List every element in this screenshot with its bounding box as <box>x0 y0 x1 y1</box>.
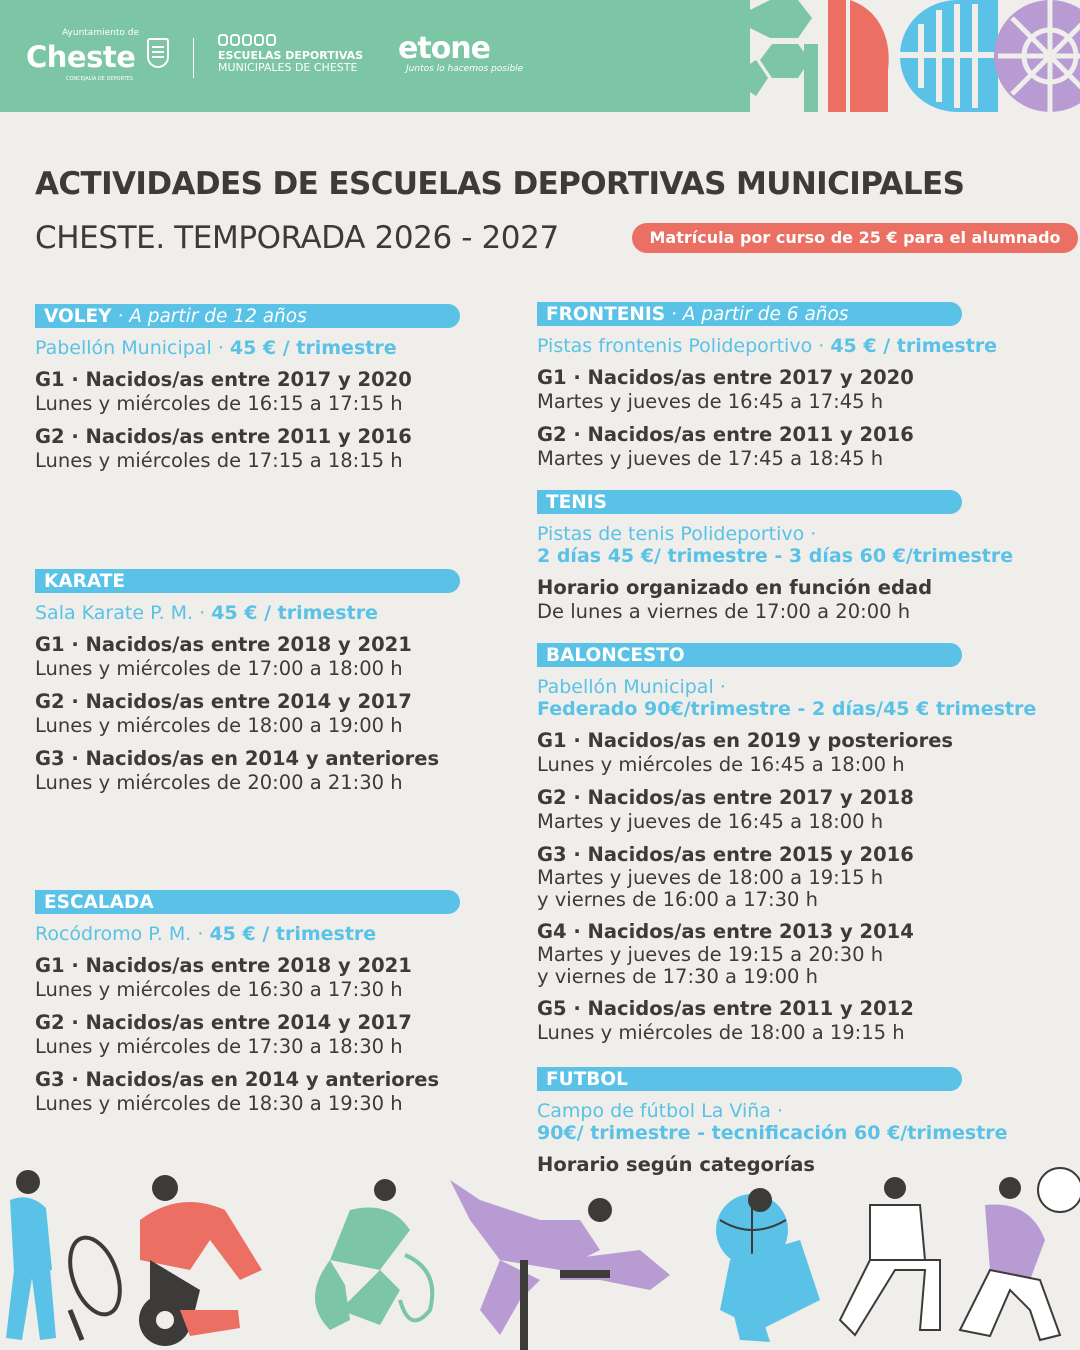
group-title: G2 · Nacidos/as entre 2017 y 2018 <box>537 786 914 809</box>
karateka-icon <box>840 1177 940 1335</box>
group-schedule: De lunes a viernes de 17:00 a 20:00 h <box>537 600 911 623</box>
group <box>35 953 555 1002</box>
edm-mark-icon <box>218 34 363 46</box>
group-schedule: Lunes y miércoles de 20:00 a 21:30 h <box>35 771 403 794</box>
group-schedule-extra: y viernes de 16:00 a 17:30 h <box>537 888 818 911</box>
price: 90€/ trimestre - tecnificación 60 €/trimestre <box>537 1122 1008 1144</box>
venue: Pabellón Municipal · <box>537 676 726 698</box>
group <box>35 1067 555 1116</box>
edm-logo-line1: ESCUELAS DEPORTIVAS <box>218 49 364 62</box>
section-name: FRONTENIS <box>546 304 666 325</box>
ball-pattern-purple-icon <box>994 0 1080 112</box>
venue: Pabellón Municipal · <box>35 337 230 359</box>
group <box>537 919 1057 988</box>
group <box>537 996 1057 1045</box>
price: 45 € / trimestre <box>830 335 998 357</box>
venue: Pistas de tenis Polideportivo · <box>537 523 817 545</box>
group <box>35 1010 555 1059</box>
price: Federado 90€/trimestre - 2 días/45 € trimestre <box>537 698 1037 720</box>
group <box>35 689 555 738</box>
edm-logo <box>218 34 363 74</box>
section-baloncesto <box>537 643 1057 1045</box>
group-schedule: Martes y jueves de 17:45 a 18:45 h <box>537 447 884 470</box>
group <box>537 785 1057 834</box>
football-player-icon <box>139 1175 262 1346</box>
section-header <box>35 569 460 593</box>
group-schedule: Lunes y miércoles de 18:00 a 19:15 h <box>537 1021 905 1044</box>
group-title: G2 · Nacidos/as entre 2014 y 2017 <box>35 690 412 713</box>
group-schedule: Martes y jueves de 16:45 a 18:00 h <box>537 810 884 833</box>
group <box>35 746 555 795</box>
group-schedule: Martes y jueves de 16:45 a 17:45 h <box>537 390 884 413</box>
section-header <box>35 304 460 328</box>
section-header <box>537 490 962 514</box>
group <box>537 422 1057 471</box>
group-schedule: Martes y jueves de 18:00 a 19:15 h <box>537 866 884 889</box>
venue: Campo de fútbol La Viña · <box>537 1100 784 1122</box>
volleyball-pattern-icon <box>900 0 998 112</box>
group-schedule: Lunes y miércoles de 17:30 a 18:30 h <box>35 1035 403 1058</box>
section-voley <box>35 304 555 473</box>
venue: Pistas frontenis Polideportivo · <box>537 335 831 357</box>
group-title: G1 · Nacidos/as entre 2018 y 2021 <box>35 633 412 656</box>
group-title: G2 · Nacidos/as entre 2011 y 2016 <box>537 423 914 446</box>
group-title: G3 · Nacidos/as en 2014 y anteriores <box>35 747 440 770</box>
venue-price <box>537 335 1057 357</box>
group-title: G1 · Nacidos/as entre 2017 y 2020 <box>537 366 914 389</box>
cheste-logo-name: Cheste <box>26 40 136 74</box>
sports-balls-pattern <box>750 0 1080 112</box>
group-title: G3 · Nacidos/as en 2014 y anteriores <box>35 1068 440 1091</box>
group-schedule: Lunes y miércoles de 16:30 a 17:30 h <box>35 978 403 1001</box>
etone-logo-name: etone <box>398 31 491 66</box>
edm-logo-line2: MUNICIPALES DE CHESTE <box>218 61 358 74</box>
hurdler-icon <box>450 1180 670 1350</box>
enrollment-fee-badge: Matrícula por curso de 25 € para el alumnado <box>632 223 1078 253</box>
volleyball-player-icon <box>960 1168 1080 1340</box>
group-title: G2 · Nacidos/as entre 2011 y 2016 <box>35 425 412 448</box>
section-name: TENIS <box>546 492 607 513</box>
group <box>35 424 555 473</box>
logo-divider <box>193 38 194 78</box>
group <box>35 367 555 416</box>
section-tenis <box>537 490 1057 624</box>
group-schedule: Lunes y miércoles de 18:30 a 19:30 h <box>35 1092 403 1115</box>
group-title: G4 · Nacidos/as entre 2013 y 2014 <box>537 920 914 943</box>
section-header <box>537 1067 962 1091</box>
header-bar <box>0 0 750 112</box>
venue: Rocódromo P. M. · <box>35 923 210 945</box>
group-schedule: Lunes y miércoles de 17:15 a 18:15 h <box>35 449 403 472</box>
basketball-pattern-icon <box>828 0 889 112</box>
basketball-player-icon <box>716 1188 820 1342</box>
tennis-player-icon <box>6 1170 129 1340</box>
price: 45 € / trimestre <box>211 602 378 624</box>
group-title: G2 · Nacidos/as entre 2014 y 2017 <box>35 1011 412 1034</box>
group <box>537 728 1057 777</box>
venue-price <box>35 602 555 624</box>
section-frontenis <box>537 302 1057 471</box>
group-schedule: Lunes y miércoles de 16:45 a 18:00 h <box>537 753 905 776</box>
section-name: VOLEY <box>44 306 112 327</box>
section-name: FUTBOL <box>546 1069 628 1090</box>
cheste-logo-sub: CONCEJALÍA DE DEPORTES <box>66 76 133 82</box>
venue-price <box>35 923 555 945</box>
section-name: BALONCESTO <box>546 645 685 666</box>
price: 45 € / trimestre <box>209 923 377 945</box>
price: 45 € / trimestre <box>229 337 397 359</box>
section-header <box>537 643 962 667</box>
group-title: G5 · Nacidos/as entre 2011 y 2012 <box>537 997 914 1020</box>
section-header <box>537 302 962 326</box>
group-schedule: Lunes y miércoles de 16:15 a 17:15 h <box>35 392 403 415</box>
group-title: Horario según categorías <box>537 1153 816 1176</box>
price: 2 días 45 €/ trimestre - 3 días 60 €/trimestre <box>537 545 1014 567</box>
gymnast-icon <box>315 1179 432 1330</box>
group-schedule: Martes y jueves de 19:15 a 20:30 h <box>537 943 884 966</box>
section-age: · A partir de 12 años <box>111 306 307 327</box>
section-escalada <box>35 890 555 1116</box>
athletes-illustration <box>0 1160 1080 1350</box>
group <box>537 365 1057 414</box>
group <box>537 842 1057 911</box>
group-schedule: Lunes y miércoles de 17:00 a 18:00 h <box>35 657 403 680</box>
group-title: G1 · Nacidos/as entre 2017 y 2020 <box>35 368 412 391</box>
group <box>35 632 555 681</box>
etone-logo <box>398 31 524 74</box>
etone-logo-slogan: Juntos lo hacemos posible <box>406 64 524 74</box>
page-title: ACTIVIDADES DE ESCUELAS DEPORTIVAS MUNICIPALES <box>35 166 965 202</box>
group <box>537 575 1057 624</box>
cheste-logo-small: Ayuntamiento de <box>62 28 139 38</box>
section-header <box>35 890 460 914</box>
group-title: G1 · Nacidos/as entre 2018 y 2021 <box>35 954 412 977</box>
section-name: KARATE <box>44 571 126 592</box>
section-name: ESCALADA <box>44 892 154 913</box>
venue: Sala Karate P. M. · <box>35 602 212 624</box>
section-age: · A partir de 6 años <box>665 304 849 325</box>
page-subtitle: CHESTE. TEMPORADA 2026 - 2027 <box>35 220 559 256</box>
group-title: G3 · Nacidos/as entre 2015 y 2016 <box>537 843 914 866</box>
group-title: G1 · Nacidos/as en 2019 y posteriores <box>537 729 954 752</box>
group-schedule: Lunes y miércoles de 18:00 a 19:00 h <box>35 714 403 737</box>
venue-price <box>35 337 555 359</box>
group-title: Horario organizado en función edad <box>537 576 933 599</box>
crest-icon <box>147 38 169 68</box>
football-pattern-icon <box>750 0 818 112</box>
group-schedule-extra: y viernes de 17:30 a 19:00 h <box>537 965 818 988</box>
section-karate <box>35 569 555 795</box>
